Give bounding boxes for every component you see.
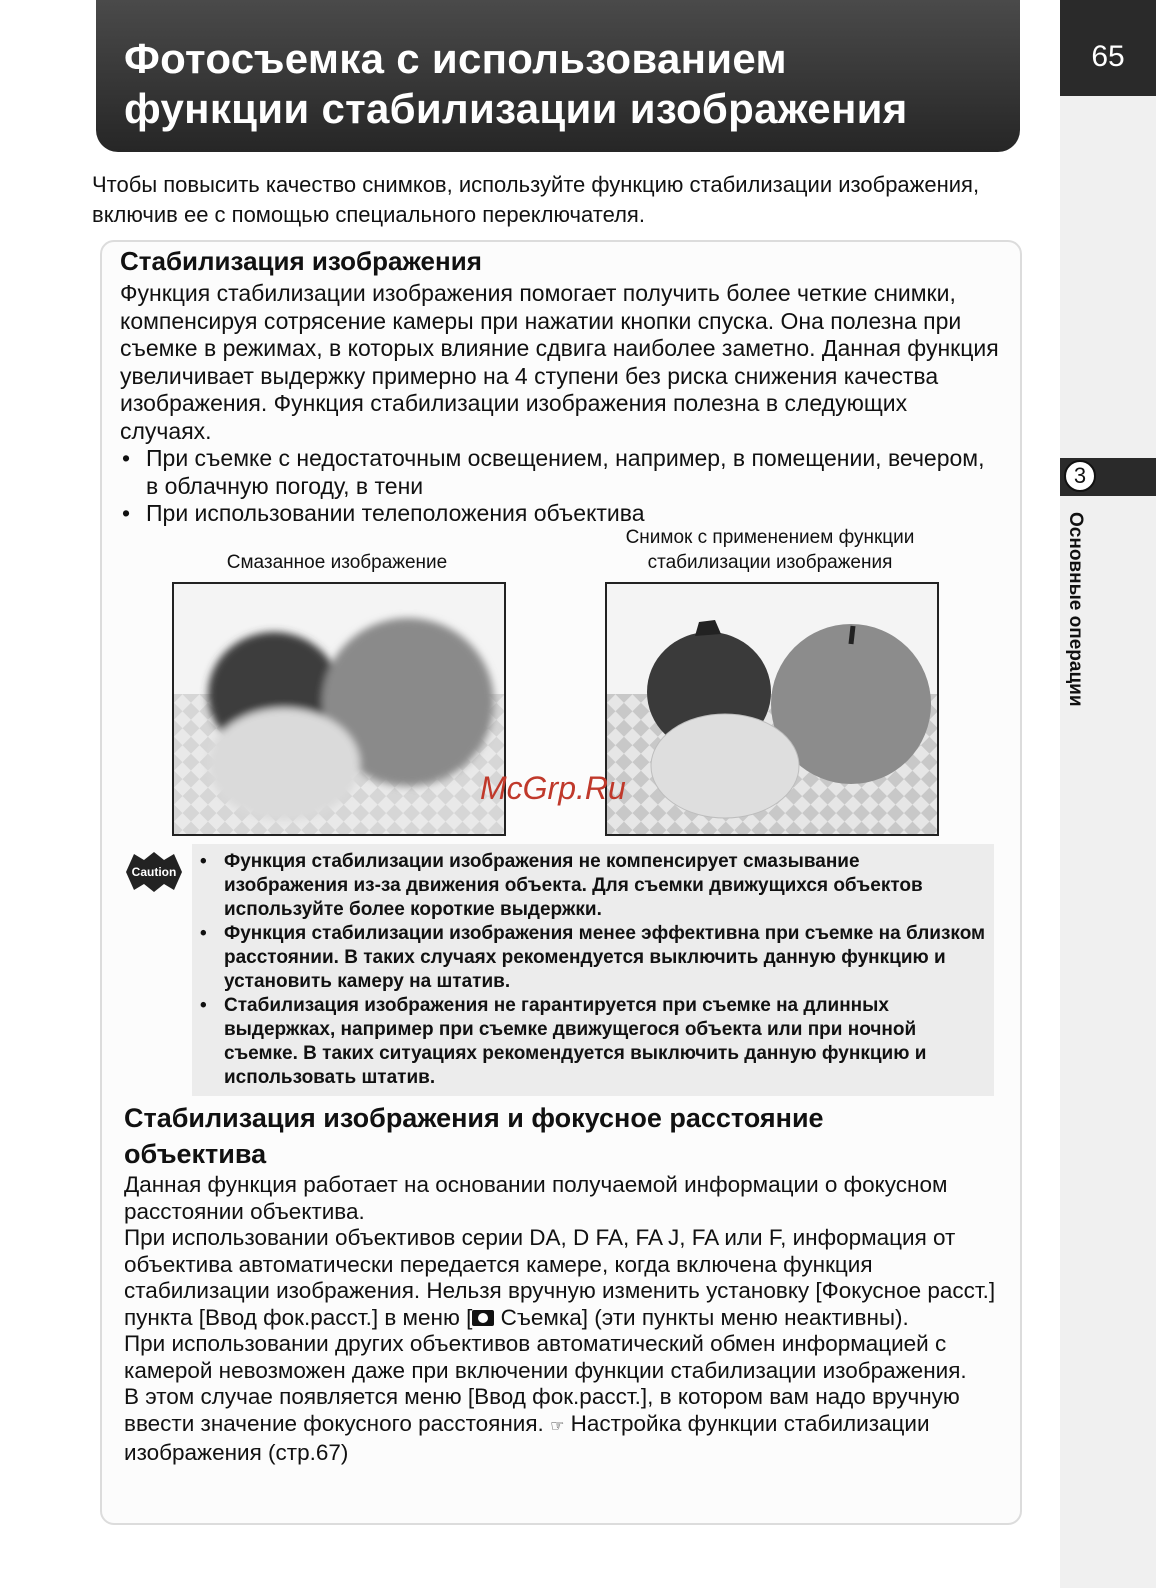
section-heading-stabilization: Стабилизация изображения	[120, 246, 482, 276]
caution-icon-label: Caution	[131, 865, 177, 879]
list-item: • Функция стабилизации изображения менее эффективна при съемке на близком расстоянии. В таких случаях рекомендуется выключить данную функцию и установить камеру на штатив.	[198, 922, 988, 994]
page-reference-link[interactable]: Настройка функции стабилизации изображения (стр.67)	[124, 1410, 930, 1465]
watermark: McGrp.Ru	[480, 770, 626, 806]
page-number: 65	[1091, 40, 1125, 73]
list-item: • Функция стабилизации изображения не компенсирует смазывание изображения из-за движения объекта. Для съемки движущихся объектов используйте более короткие выдержки.	[198, 850, 988, 922]
blurred-photo-caption: Смазанное изображение	[226, 552, 448, 573]
paragraph-text: При использовании объективов серии DA, D FA, FA J, FA или F, информация от объектива автоматически передается камере, когда включена функция стабилизации изображения. Нельзя вручную изменить установку [Фокусное расст.] пункта [Ввод фок.расст.] в меню [	[124, 1225, 996, 1330]
caution-list	[198, 850, 988, 1090]
page-title-line-2: функции стабилизации изображения	[124, 85, 908, 132]
caution-notes	[198, 850, 988, 1090]
paragraph-text: Съемка] (эти пункты меню неактивны).	[494, 1304, 909, 1330]
chapter-title: Основные операции	[1065, 512, 1086, 707]
use-cases-list	[120, 445, 1000, 528]
section-paragraph: Функция стабилизации изображения помогает получить более четкие снимки, компенсируя сотрясение камеры при нажатии кнопки спуска. Она полезна при съемке в режимах, в которых влияние сдвига наиболее заметно. Данная функция увеличивает выдержку примерно на 4 ступени без риска снижения качества изображения. Функция стабилизации изображения полезна в следующих случаях.	[120, 280, 999, 444]
list-item: • При съемке с недостаточным освещением, например, в помещении, вечером, в облачную погоду, в тени	[120, 445, 1000, 500]
page-title-banner	[96, 0, 1020, 152]
paragraph	[124, 1384, 996, 1467]
camera-icon	[472, 1310, 494, 1326]
paragraph-text: В этом случае появляется меню [Ввод фок.расст.], в котором вам надо вручную ввести значение фокусного расстояния.	[124, 1384, 960, 1436]
heading-line: объектива	[124, 1139, 267, 1169]
caption-line: Снимок с применением функции	[625, 527, 915, 548]
list-item: • При использовании телеположения объектива	[120, 500, 1000, 528]
caution-icon	[126, 852, 182, 892]
stabilized-photo-caption	[570, 525, 970, 575]
section-body	[120, 280, 1000, 528]
intro-paragraph: Чтобы повысить качество снимков, используйте функцию стабилизации изображения, включив ее с помощью специального переключателя.	[92, 172, 980, 227]
stabilized-photo	[605, 582, 939, 836]
paragraph: При использовании других объективов автоматический обмен информацией с камерой невозможен даже при включении функции стабилизации изображения.	[124, 1331, 967, 1383]
page-title-line-1: Фотосъемка с использованием	[124, 35, 787, 82]
side-band	[1060, 0, 1156, 1588]
caption-line: стабилизации изображения	[647, 552, 893, 573]
focal-length-body	[124, 1172, 996, 1467]
chapter-number-badge: 3	[1064, 460, 1096, 492]
heading-line: Стабилизация изображения и фокусное расстояние	[124, 1103, 824, 1133]
section-heading-focal-length	[124, 1100, 1004, 1172]
paragraph: Данная функция работает на основании получаемой информации о фокусном расстоянии объектива.	[124, 1172, 948, 1224]
paragraph	[124, 1225, 996, 1331]
page-reference-icon: ☞	[550, 1417, 565, 1435]
blurred-photo	[172, 582, 506, 836]
list-item: • Стабилизация изображения не гарантируется при съемке на длинных выдержках, например при съемке движущегося объекта или при ночной съемке. В таких ситуациях рекомендуется выключить данную функцию и использовать штатив.	[198, 994, 988, 1090]
